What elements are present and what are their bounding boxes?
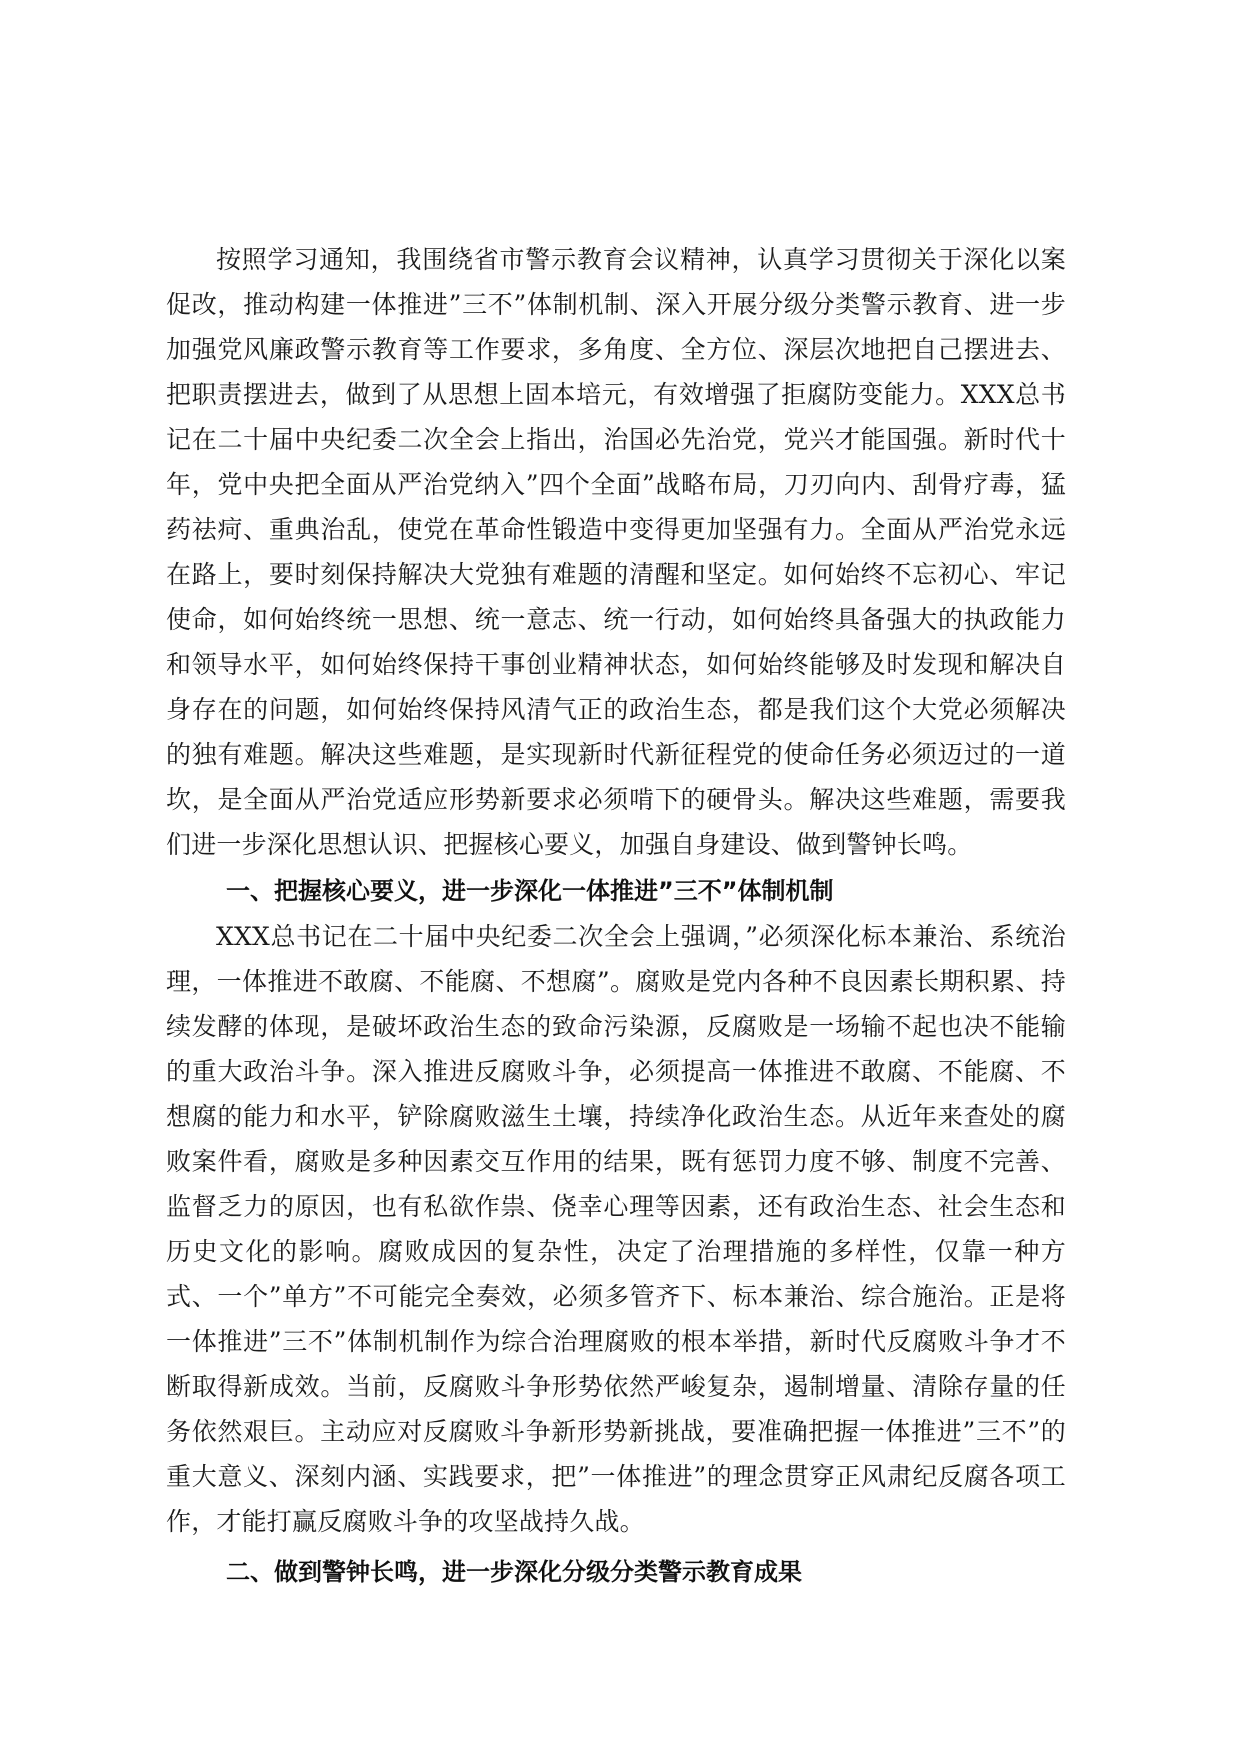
intro-paragraph: 按照学习通知，我围绕省市警示教育会议精神，认真学习贯彻关于深化以案促改，推动构建一体推进”三不”体制机制、深入开展分级分类警示教育、进一步加强党风廉政警示教育等工作要求，多角度、全方位、深层次地把自己摆进去、把职责摆进去，做到了从思想上固本培元，有效增强了拒腐防变能力。XXX总书记在二十届中央纪委二次全会上指出，治国必先治党，党兴才能国强。新时代十年，党中央把全面从严治党纳入”四个全面”战略布局，刀刃向内、刮骨疗毒，猛药祛疴、重典治乱，使党在革命性锻造中变得更加坚强有力。全面从严治党永远在路上，要时刻保持解决大党独有难题的清醒和坚定。如何始终不忘初心、牢记使命，如何始终统一思想、统一意志、统一行动，如何始终具备强大的执政能力和领导水平，如何始终保持干事创业精神状态，如何始终能够及时发现和解决自身存在的问题，如何始终保持风清气正的政治生态，都是我们这个大党必须解决的独有难题。解决这些难题，是实现新时代新征程党的使命任务必须迈过的一道坎，是全面从严治党适应形势新要求必须啃下的硬骨头。解决这些难题，需要我们进一步深化思想认识、把握核心要义，加强自身建设、做到警钟长鸣。 bbox=[166, 245, 1066, 859]
section-heading-1: 一、把握核心要义，进一步深化一体推进”三不”体制机制 bbox=[226, 877, 834, 905]
section-1-paragraph: XXX总书记在二十届中央纪委二次全会上强调，”必须深化标本兼治、系统治理，一体推进不敢腐、不能腐、不想腐”。腐败是党内各种不良因素长期积累、持续发酵的体现，是破坏政治生态的致命污染源，反腐败是一场输不起也决不能输的重大政治斗争。深入推进反腐败斗争，必须提高一体推进不敢腐、不能腐、不想腐的能力和水平，铲除腐败滋生土壤，持续净化政治生态。从近年来查处的腐败案件看，腐败是多种因素交互作用的结果，既有惩罚力度不够、制度不完善、监督乏力的原因，也有私欲作祟、侥幸心理等因素，还有政治生态、社会生态和历史文化的影响。腐败成因的复杂性，决定了治理措施的多样性，仅靠一种方式、一个”单方”不可能完全奏效，必须多管齐下、标本兼治、综合施治。正是将一体推进”三不”体制机制作为综合治理腐败的根本举措，新时代反腐败斗争才不断取得新成效。当前，反腐败斗争形势依然严峻复杂，遏制增量、清除存量的任务依然艰巨。主动应对反腐败斗争新形势新挑战，要准确把握一体推进”三不”的重大意义、深刻内涵、实践要求，把”一体推进”的理念贯穿正风肃纪反腐各项工作，才能打赢反腐败斗争的攻坚战持久战。 bbox=[166, 922, 1066, 1536]
section-heading-2: 二、做到警钟长鸣，进一步深化分级分类警示教育成果 bbox=[226, 1558, 802, 1586]
document-body bbox=[166, 237, 1066, 1595]
